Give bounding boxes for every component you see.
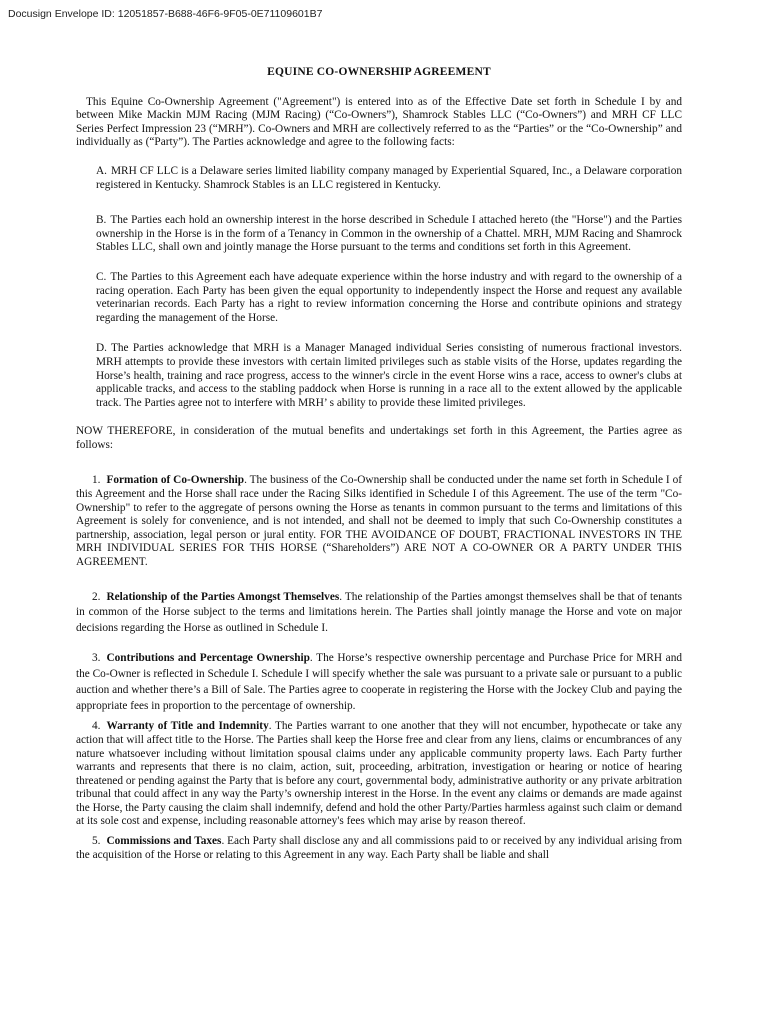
section-3 [76, 651, 682, 714]
document-title: EQUINE CO-OWNERSHIP AGREEMENT [267, 66, 491, 78]
recital-c [96, 271, 682, 325]
section-number: 3. [92, 652, 101, 665]
section-heading: Commissions and Taxes [106, 835, 222, 848]
section-2 [76, 590, 682, 637]
section-body: . The relationship of the Parties amongst themselves shall be that of tenants in common of the Horse subject to the terms and limitations herein. The Parties shall jointly manage the Horse and vote on major decisions regarding the Horse as outlined in Schedule I. [76, 590, 683, 634]
intro-paragraph: This Equine Co-Ownership Agreement ("Agreement") is entered into as of the Effective Date set forth in Schedule I by and between Mike Mackin MJM Racing (MJM Racing) (“Co-Owners”), Shamrock Stables LLC (“Co-Owners”) and MRH CF LLC Series Perfect Impression 23 (“MRH”). Co-Owners and MRH are collectively referred to as the “Parties” or the “Co-Ownership” and individually as (“Party”). The Parties acknowledge and agree to the following facts: [76, 95, 682, 149]
recital-d [96, 342, 682, 410]
recital-text: The Parties each hold an ownership interest in the horse described in Schedule I attached hereto (the "Horse") and the Parties ownership in the Horse is in the form of a Tenancy in Common in the ownership of a Chattel. MRH, MJM Racing and Shamrock Stables LLC, shall own and jointly manage the Horse pursuant to the terms and conditions set forth in this Agreement. [96, 214, 682, 254]
recital-text: The Parties acknowledge that MRH is a Manager Managed individual Series consisting of numerous fractional investors. MRH attempts to provide these investors with certain limited privileges such as stable visits of the Horse, updates regarding the Horse’s health, training and race progress, access to the winner's circle in the event Horse wins a race, access to owner's clubs at applicable tracks, and access to the stabling paddock when Horse is running in a race all to the extent allowed by the applicable track. The Parties agree not to interfere with MRH’ s ability to provide these limited privileges. [96, 342, 682, 409]
recital-text: The Parties to this Agreement each have adequate experience within the horse industry and with regard to the ownership of a racing operation. Each Party has been given the equal opportunity to independently inspect the Horse and request any available veterinarian records. Each Party has a right to review information concerning the Horse and contribute opinions and strategy regarding the management of the Horse. [96, 270, 682, 324]
section-heading: Contributions and Percentage Ownership [106, 652, 310, 665]
section-5 [76, 835, 682, 862]
section-heading: Formation of Co-Ownership [106, 474, 245, 487]
envelope-id: Docusign Envelope ID: 12051857-B688-46F6-9F05-0E71109601B7 [8, 8, 323, 20]
section-number: 1. [92, 474, 101, 487]
recital-label: C. [96, 270, 107, 283]
recital-a [96, 165, 682, 192]
section-body: . The Horse’s respective ownership percentage and Purchase Price for MRH and the Co-Owner is reflected in Schedule I. Schedule I will specify whether the sale was pursuant to a private sale or pursuant to a public auction and whether there’s a Bill of Sale. The Parties agree to cooperate in registering the Horse with the Jockey Club and paying the appropriate fees in proportion to the percentage of ownership. [76, 652, 682, 712]
recital-b [96, 214, 682, 255]
section-1 [76, 474, 682, 569]
section-body: . The business of the Co-Ownership shall be conducted under the name set forth in Schedule I of this Agreement and the Horse shall race under the Racing Silks identified in Schedule I of this Agreement. The use of the term "Co-Ownership" to refer to the aggregate of persons owning the Horse as tenants in common pursuant to the terms and limitations of this Agreement is solely for convenience, and is not intended, and shall not be deemed to imply that such Co-Ownership constitutes a partnership, association, legal person or jural entity. FOR THE AVOIDANCE OF DOUBT, FRACTIONAL INVESTORS IN THE MRH INDIVIDUAL SERIES FOR THIS HORSE (“Shareholders”) ARE NOT A CO-OWNER OR A PARTY UNDER THIS AGREEMENT. [76, 474, 682, 569]
agreement-document [76, 66, 682, 862]
recital-label: B. [96, 214, 107, 227]
now-therefore-paragraph: NOW THEREFORE, in consideration of the mutual benefits and undertakings set forth in this Agreement, the Parties agree as follows: [76, 425, 682, 451]
section-body: . The Parties warrant to one another that they will not encumber, hypothecate or take any action that will affect title to the Horse. The Parties shall keep the Horse free and clear from any liens, claims or encumbrances of any nature whatsoever including without limitation spousal claims under any applicable community property laws. Each Party further warrants and represents that there is no claim, action, suit, proceeding, arbitration, investigation or hearing or notice of hearing threatened or pending against the Party that is before any court, governmental body, administrative authority or any private arbitration tribunal that could affect in any way the Party’s ownership interest in the Horse. In the event any claims or demands are made against the Horse, the Party causing the claim shall indemnify, defend and hold the other Party/Parties harmless against such claim or demand at its sole cost and expense, including reasonable attorney's fees which may arise by reason thereof. [76, 720, 683, 828]
section-heading: Relationship of the Parties Amongst Themselves [106, 590, 340, 603]
recital-text: MRH CF LLC is a Delaware series limited liability company managed by Experiential Squared, Inc., a Delaware corporation registered in Kentucky. Shamrock Stables is an LLC registered in Kentucky. [96, 164, 682, 191]
section-body: . Each Party shall disclose any and all commissions paid to or received by any individual arising from the acquisition of the Horse or relating to this Agreement in any way. Each Party shall be liable and shall [76, 835, 682, 861]
section-heading: Warranty of Title and Indemnity [106, 720, 269, 733]
recital-label: A. [96, 164, 107, 177]
section-number: 2. [92, 590, 101, 603]
recital-label: D. [96, 342, 107, 355]
section-4 [76, 720, 682, 829]
section-number: 5. [92, 835, 101, 848]
section-number: 4. [92, 720, 101, 733]
